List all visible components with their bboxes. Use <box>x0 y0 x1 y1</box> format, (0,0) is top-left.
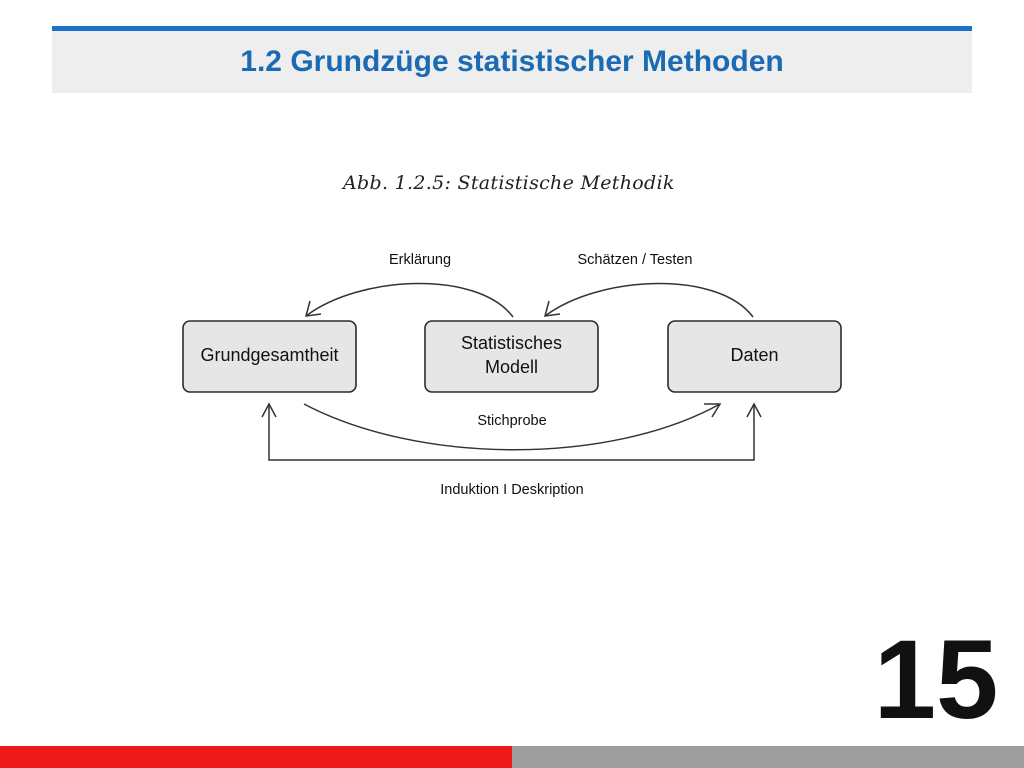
edge-schaetzen-testen-curve <box>545 283 753 317</box>
edge-erklaerung-label: Erklärung <box>388 252 452 268</box>
edge-schaetzen-testen-label: Schätzen / Testen <box>577 252 693 268</box>
footer-bar-gray <box>512 746 1024 768</box>
edge-stichprobe <box>304 404 720 450</box>
edge-induktion-deskription-label: Induktion I Deskription <box>440 482 584 498</box>
page-number: 15 <box>873 617 999 742</box>
footer-bar-red <box>0 746 512 768</box>
node-statistisches-modell-label-line2: Modell <box>484 357 539 377</box>
edge-erklaerung <box>306 252 513 317</box>
node-statistisches-modell <box>425 321 598 392</box>
node-grundgesamtheit-label: Grundgesamtheit <box>200 345 339 365</box>
edge-schaetzen-testen <box>545 252 753 317</box>
node-statistisches-modell-label-line1: Statistisches <box>460 333 563 353</box>
node-daten-label: Daten <box>730 345 779 365</box>
node-grundgesamtheit <box>183 321 356 392</box>
slide-title: 1.2 Grundzüge statistischer Methoden <box>240 45 784 78</box>
edge-erklaerung-curve <box>306 283 513 317</box>
edge-stichprobe-label: Stichprobe <box>477 413 547 429</box>
figure-caption: Abb. 1.2.5: Statistische Methodik <box>343 172 675 194</box>
node-daten <box>668 321 841 392</box>
